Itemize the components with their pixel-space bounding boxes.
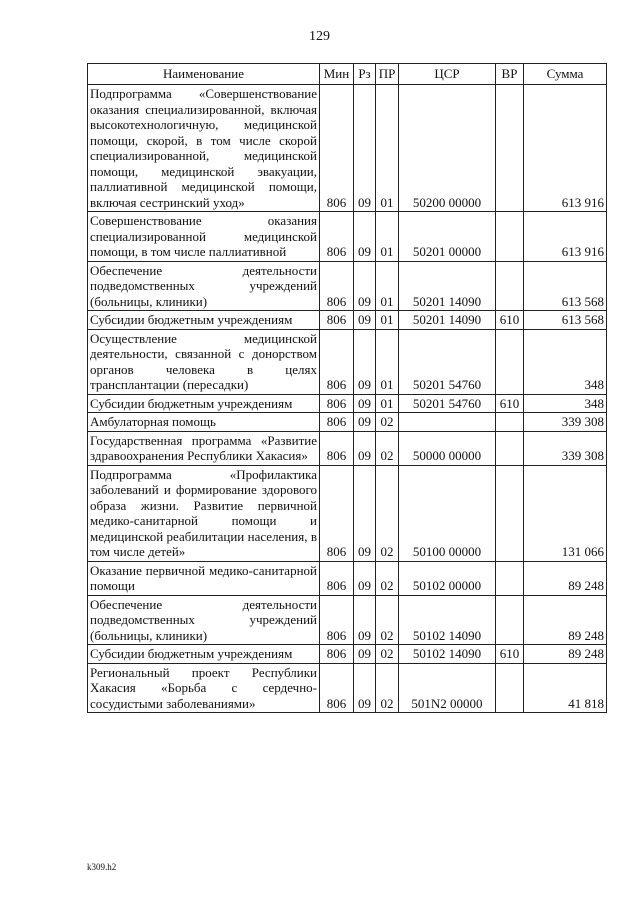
table-row (88, 394, 607, 413)
table-row (88, 645, 607, 664)
cell-name: Обеспечение деятельности подведомственных учреждений (больницы, клиники) (88, 261, 320, 311)
cell-name: Оказание первичной медико-санитарной помощи (88, 561, 320, 595)
cell-min: 806 (320, 431, 354, 465)
cell-vr (496, 465, 524, 561)
cell-csr: 50102 14090 (399, 595, 496, 645)
cell-name: Обеспечение деятельности подведомственных учреждений (больницы, клиники) (88, 595, 320, 645)
cell-csr: 50201 00000 (399, 212, 496, 262)
cell-min: 806 (320, 329, 354, 394)
table-row (88, 431, 607, 465)
cell-pr: 02 (376, 595, 399, 645)
cell-name: Субсидии бюджетным учреждениям (88, 645, 320, 664)
cell-name: Совершенствование оказания специализированной медицинской помощи, в том числе паллиативной (88, 212, 320, 262)
cell-rz: 09 (354, 595, 376, 645)
cell-rz: 09 (354, 394, 376, 413)
cell-rz: 09 (354, 261, 376, 311)
table-header-row (88, 64, 607, 85)
cell-pr: 02 (376, 465, 399, 561)
table-row (88, 561, 607, 595)
cell-name: Региональный проект Республики Хакасия «Борьба с сердечно-сосудистыми заболеваниями» (88, 663, 320, 713)
cell-name: Амбулаторная помощь (88, 413, 320, 432)
page-number: 129 (309, 29, 330, 44)
table-row (88, 413, 607, 432)
cell-sum: 613 568 (524, 261, 607, 311)
budget-table (87, 63, 607, 713)
cell-rz: 09 (354, 431, 376, 465)
cell-vr (496, 413, 524, 432)
cell-min: 806 (320, 212, 354, 262)
cell-pr: 02 (376, 645, 399, 664)
cell-name: Государственная программа «Развитие здравоохранения Республики Хакасия» (88, 431, 320, 465)
cell-sum: 613 916 (524, 85, 607, 212)
cell-sum: 131 066 (524, 465, 607, 561)
cell-sum: 89 248 (524, 595, 607, 645)
cell-name: Подпрограмма «Совершенствование оказания специализированной, включая высокотехнологичную, медицинской помощи, скорой, в том числе скорой специализированной, медицинской помощи, медицинской эвакуации, паллиативной медицинской помощи, включая сестринский уход» (88, 85, 320, 212)
cell-csr: 50200 00000 (399, 85, 496, 212)
table-row (88, 663, 607, 713)
cell-min: 806 (320, 645, 354, 664)
header-vr: ВР (496, 64, 524, 85)
cell-vr (496, 85, 524, 212)
cell-csr: 50201 54760 (399, 329, 496, 394)
cell-csr (399, 413, 496, 432)
cell-sum: 89 248 (524, 561, 607, 595)
header-csr: ЦСР (399, 64, 496, 85)
cell-csr: 50000 00000 (399, 431, 496, 465)
cell-pr: 02 (376, 413, 399, 432)
cell-rz: 09 (354, 212, 376, 262)
header-min: Мин (320, 64, 354, 85)
cell-csr: 50201 14090 (399, 311, 496, 330)
cell-vr (496, 329, 524, 394)
cell-min: 806 (320, 465, 354, 561)
cell-vr (496, 261, 524, 311)
header-sum: Сумма (524, 64, 607, 85)
cell-sum: 89 248 (524, 645, 607, 664)
cell-min: 806 (320, 595, 354, 645)
table-row (88, 465, 607, 561)
cell-vr: 610 (496, 645, 524, 664)
cell-sum: 41 818 (524, 663, 607, 713)
cell-min: 806 (320, 561, 354, 595)
cell-name: Субсидии бюджетным учреждениям (88, 394, 320, 413)
table-row (88, 261, 607, 311)
header-rz: Рз (354, 64, 376, 85)
cell-rz: 09 (354, 645, 376, 664)
cell-csr: 501N2 00000 (399, 663, 496, 713)
cell-csr: 50102 14090 (399, 645, 496, 664)
cell-csr: 50102 00000 (399, 561, 496, 595)
table-row (88, 595, 607, 645)
cell-vr (496, 212, 524, 262)
cell-csr: 50201 54760 (399, 394, 496, 413)
cell-vr: 610 (496, 311, 524, 330)
cell-csr: 50100 00000 (399, 465, 496, 561)
cell-vr (496, 595, 524, 645)
cell-min: 806 (320, 261, 354, 311)
cell-min: 806 (320, 311, 354, 330)
cell-pr: 01 (376, 311, 399, 330)
cell-pr: 01 (376, 85, 399, 212)
cell-min: 806 (320, 394, 354, 413)
table-row (88, 311, 607, 330)
cell-vr: 610 (496, 394, 524, 413)
cell-pr: 01 (376, 329, 399, 394)
cell-sum: 339 308 (524, 413, 607, 432)
cell-rz: 09 (354, 329, 376, 394)
cell-pr: 02 (376, 561, 399, 595)
cell-csr: 50201 14090 (399, 261, 496, 311)
cell-name: Субсидии бюджетным учреждениям (88, 311, 320, 330)
cell-vr (496, 561, 524, 595)
cell-min: 806 (320, 413, 354, 432)
cell-min: 806 (320, 85, 354, 212)
cell-sum: 613 568 (524, 311, 607, 330)
header-name: Наименование (88, 64, 320, 85)
cell-min: 806 (320, 663, 354, 713)
cell-rz: 09 (354, 561, 376, 595)
cell-rz: 09 (354, 465, 376, 561)
cell-vr (496, 431, 524, 465)
cell-rz: 09 (354, 311, 376, 330)
cell-sum: 348 (524, 329, 607, 394)
cell-pr: 02 (376, 663, 399, 713)
cell-vr (496, 663, 524, 713)
cell-rz: 09 (354, 413, 376, 432)
cell-pr: 02 (376, 431, 399, 465)
header-pr: ПР (376, 64, 399, 85)
cell-pr: 01 (376, 394, 399, 413)
cell-sum: 348 (524, 394, 607, 413)
cell-pr: 01 (376, 261, 399, 311)
cell-name: Осуществление медицинской деятельности, связанной с донорством органов человека в целях трансплантации (пересадки) (88, 329, 320, 394)
cell-rz: 09 (354, 85, 376, 212)
table-row (88, 212, 607, 262)
table-row (88, 329, 607, 394)
footer-code: k309.h2 (87, 862, 117, 872)
table-row (88, 85, 607, 212)
cell-sum: 339 308 (524, 431, 607, 465)
cell-name: Подпрограмма «Профилактика заболеваний и формирование здорового образа жизни. Развитие первичной медико-санитарной помощи и медицинской реабилитации населения, в том числе детей» (88, 465, 320, 561)
cell-sum: 613 916 (524, 212, 607, 262)
cell-pr: 01 (376, 212, 399, 262)
cell-rz: 09 (354, 663, 376, 713)
